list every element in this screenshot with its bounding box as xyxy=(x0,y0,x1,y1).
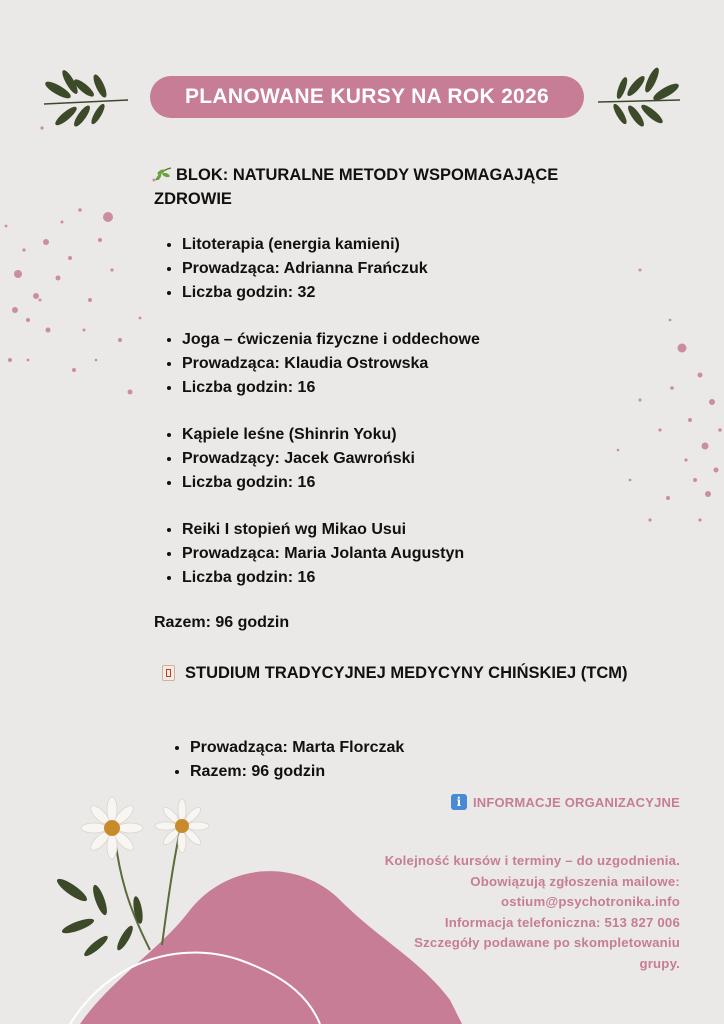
tcm-heading xyxy=(162,664,628,683)
info-email: ostium@psychotronika.info xyxy=(500,894,680,909)
page-title: PLANOWANE KURSY NA ROK 2026 xyxy=(150,76,584,118)
info-block xyxy=(300,851,680,974)
info-line: grupy. xyxy=(639,955,680,971)
branch-icon-left xyxy=(44,69,128,128)
info-heading xyxy=(451,794,680,810)
info-icon: i xyxy=(451,794,467,810)
tcm-teacher: • Prowadząca: Marta Florczak xyxy=(190,736,404,760)
info-line: Obowiązują zgłoszenia mailowe: xyxy=(470,873,680,889)
course-teacher: • Prowadząca: Maria Jolanta Augustyn xyxy=(182,542,464,566)
course-hours: • Liczba godzin: 16 xyxy=(182,376,480,400)
block-heading xyxy=(154,163,614,211)
course-teacher: • Prowadząca: Klaudia Ostrowska xyxy=(182,352,480,376)
block-heading-text: BLOK: NATURALNE METODY WSPOMAGAJĄCE ZDROWIE xyxy=(154,166,559,208)
tcm-details xyxy=(172,736,404,784)
tcm-heading-text: STUDIUM TRADYCYJNEJ MEDYCYNY CHIŃSKIEJ (TCM) xyxy=(185,664,628,682)
info-heading-text: INFORMACJE ORGANIZACYJNE xyxy=(472,794,680,810)
course-teacher: • Prowadząca: Adrianna Frańczuk xyxy=(182,257,428,281)
course-teacher: • Prowadzący: Jacek Gawroński xyxy=(182,447,415,471)
course-name: • Litoterapia (energia kamieni) xyxy=(182,233,428,257)
branch-icon-right xyxy=(598,67,680,128)
course-hours: • Liczba godzin: 32 xyxy=(182,281,428,305)
course-reiki xyxy=(164,518,464,590)
course-name: • Joga – ćwiczenia fizyczne i oddechowe xyxy=(182,328,480,352)
paint-splatter-left xyxy=(5,126,156,394)
info-phone: Informacja telefoniczna: 513 827 006 xyxy=(444,914,680,930)
course-litoterapia xyxy=(164,233,428,305)
course-joga xyxy=(164,328,480,400)
course-hours: • Liczba godzin: 16 xyxy=(182,471,415,495)
info-line: Szczegóły podawane po skompletowaniu xyxy=(414,935,680,950)
course-name: • Kąpiele leśne (Shinrin Yoku) xyxy=(182,423,415,447)
mahjong-tile-icon xyxy=(162,665,175,681)
leaf-icon xyxy=(154,166,172,182)
info-line: Kolejność kursów i terminy – do uzgodnienia. xyxy=(384,853,680,868)
course-name: • Reiki I stopień wg Mikao Usui xyxy=(182,518,464,542)
course-hours: • Liczba godzin: 16 xyxy=(182,566,464,590)
tcm-total: • Razem: 96 godzin xyxy=(190,760,404,784)
paint-splatter-right xyxy=(617,269,722,522)
course-kapiele-lesne xyxy=(164,423,415,495)
block-total: Razem: 96 godzin xyxy=(154,614,290,631)
